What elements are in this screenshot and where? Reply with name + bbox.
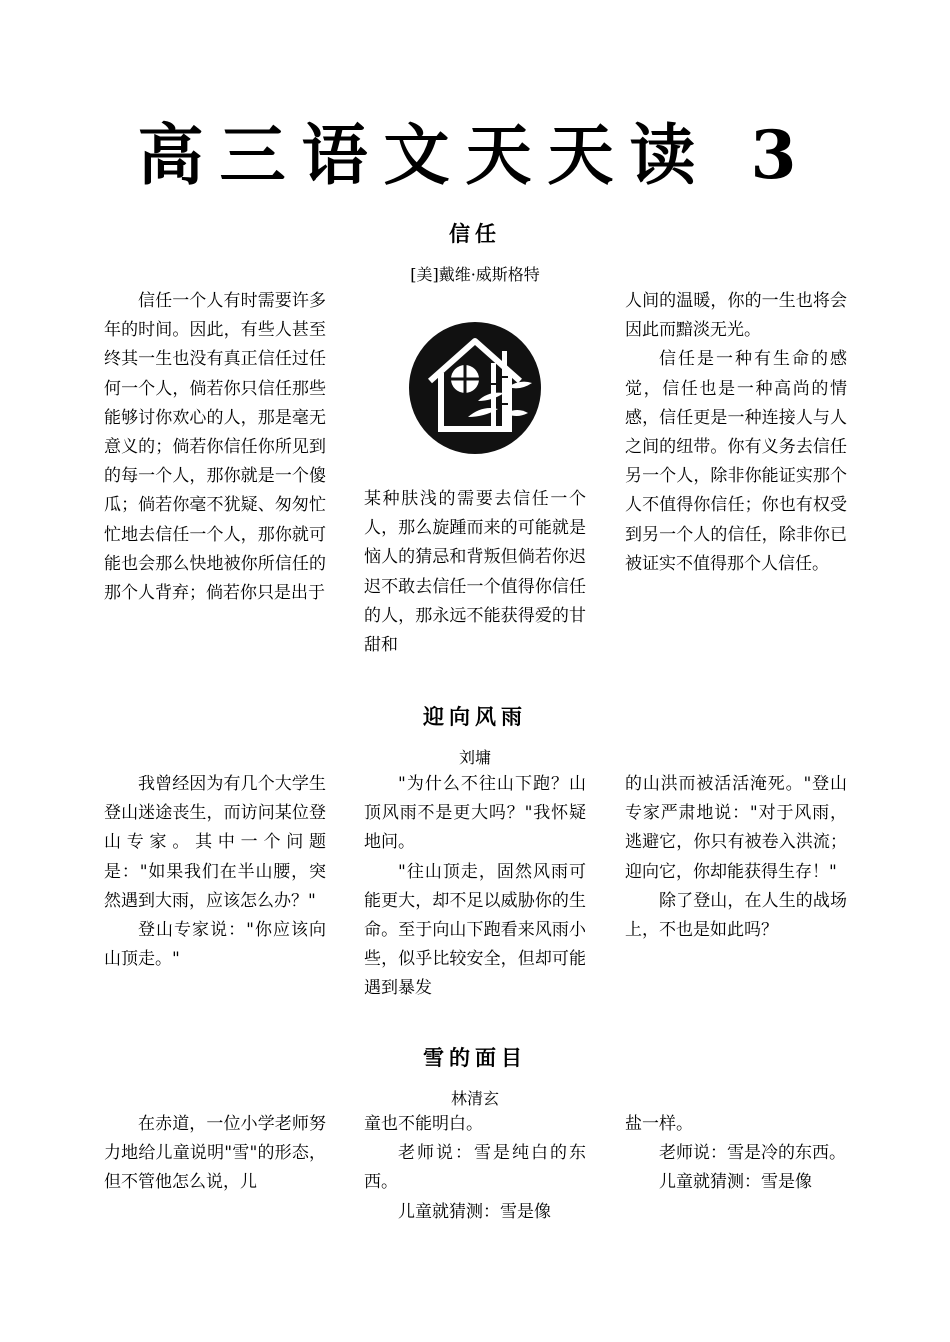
paragraph: 老师说：雪是冷的东西。 xyxy=(659,1143,846,1164)
article-wind-rain-column-2 xyxy=(364,770,586,1004)
paragraph: 某种肤浅的需要去信任一个人，那么旋踵而来的可能就是恼人的猜忌和背叛但倘若你迟迟不敢去信任一个值得你信任的人，那永远不能获得爱的甘甜和 xyxy=(364,489,586,656)
article-trust-column-2 xyxy=(364,485,586,660)
paragraph: 儿童就猜测：雪是像 xyxy=(659,1172,812,1193)
article-snow-column-1 xyxy=(104,1110,326,1198)
article-title-wind-rain: 迎向风雨 xyxy=(423,705,527,729)
paragraph: 除了登山，在人生的战场上，不也是如此吗？ xyxy=(625,890,847,941)
paragraph: 信任一个人有时需要许多年的时间。因此，有些人甚至终其一生也没有真正信任过任何一个人，倘若你只信任那些能够讨你欢心的人，那是毫无意义的；倘若你信任你所见到的每一个人，那你就是一个傻瓜；倘若你毫不犹疑、匆匆忙忙地去信任一个人，那你就可能也会那么快地被你所信任的那个人背弃；倘若你只是出于 xyxy=(104,291,326,604)
page-title: 高三语文天天读 3 xyxy=(137,116,813,194)
paragraph: 童也不能明白。 xyxy=(364,1114,483,1134)
article-author-snow: 林清玄 xyxy=(450,1089,499,1108)
paragraph: 的山洪而被活活淹死。"登山专家严肃地说："对于风雨，逃避它，你只有被卷入洪流；迎向它，你却能获得生存！" xyxy=(625,774,847,882)
paragraph: 我曾经因为有几个大学生登山迷途丧生，而访问某位登山专家。其中一个问题是："如果我们在半山腰，突然遇到大雨，应该怎么办？" xyxy=(104,774,326,911)
article-snow-column-2 xyxy=(364,1110,586,1227)
paragraph: 在赤道，一位小学老师努力地给儿童说明"雪"的形态，但不管他怎么说，儿 xyxy=(104,1114,326,1193)
article-author-wind-rain: 刘墉 xyxy=(458,748,491,767)
article-trust-column-3 xyxy=(625,287,847,579)
paragraph: 盐一样。 xyxy=(625,1114,693,1134)
paragraph: "往山顶走，固然风雨可能更大，却不足以威胁你的生命。至于向山下跑看来风雨小些，似乎比较安全，但却可能遇到暴发 xyxy=(364,861,586,999)
paragraph: 儿童就猜测：雪是像 xyxy=(398,1201,551,1222)
paragraph: "为什么不往山下跑？山顶风雨不是更大吗？"我怀疑地问。 xyxy=(364,774,586,853)
article-title-trust: 信任 xyxy=(449,222,501,246)
article-snow-column-3 xyxy=(625,1110,847,1198)
article-wind-rain-column-3 xyxy=(625,770,847,945)
article-title-snow: 雪的面目 xyxy=(423,1046,527,1070)
article-trust-column-1 xyxy=(104,287,326,608)
house-bamboo-emblem-icon xyxy=(408,321,542,455)
paragraph: 信任是一种有生命的感觉，信任也是一种高尚的情感，信任更是一种连接人与人之间的纽带。你有义务去信任另一个人，除非你能证实那个人不值得你信任；你也有权受到另一个人的信任，除非你已被证实不值得那个人信任。 xyxy=(625,349,847,574)
paragraph: 登山专家说："你应该向山顶走。" xyxy=(104,920,326,970)
paragraph: 人间的温暖，你的一生也将会因此而黯淡无光。 xyxy=(625,291,847,341)
article-author-trust: [美]戴维·威斯格特 xyxy=(410,265,540,284)
paragraph: 老师说：雪是纯白的东西。 xyxy=(364,1143,586,1193)
article-wind-rain-column-1 xyxy=(104,770,326,974)
